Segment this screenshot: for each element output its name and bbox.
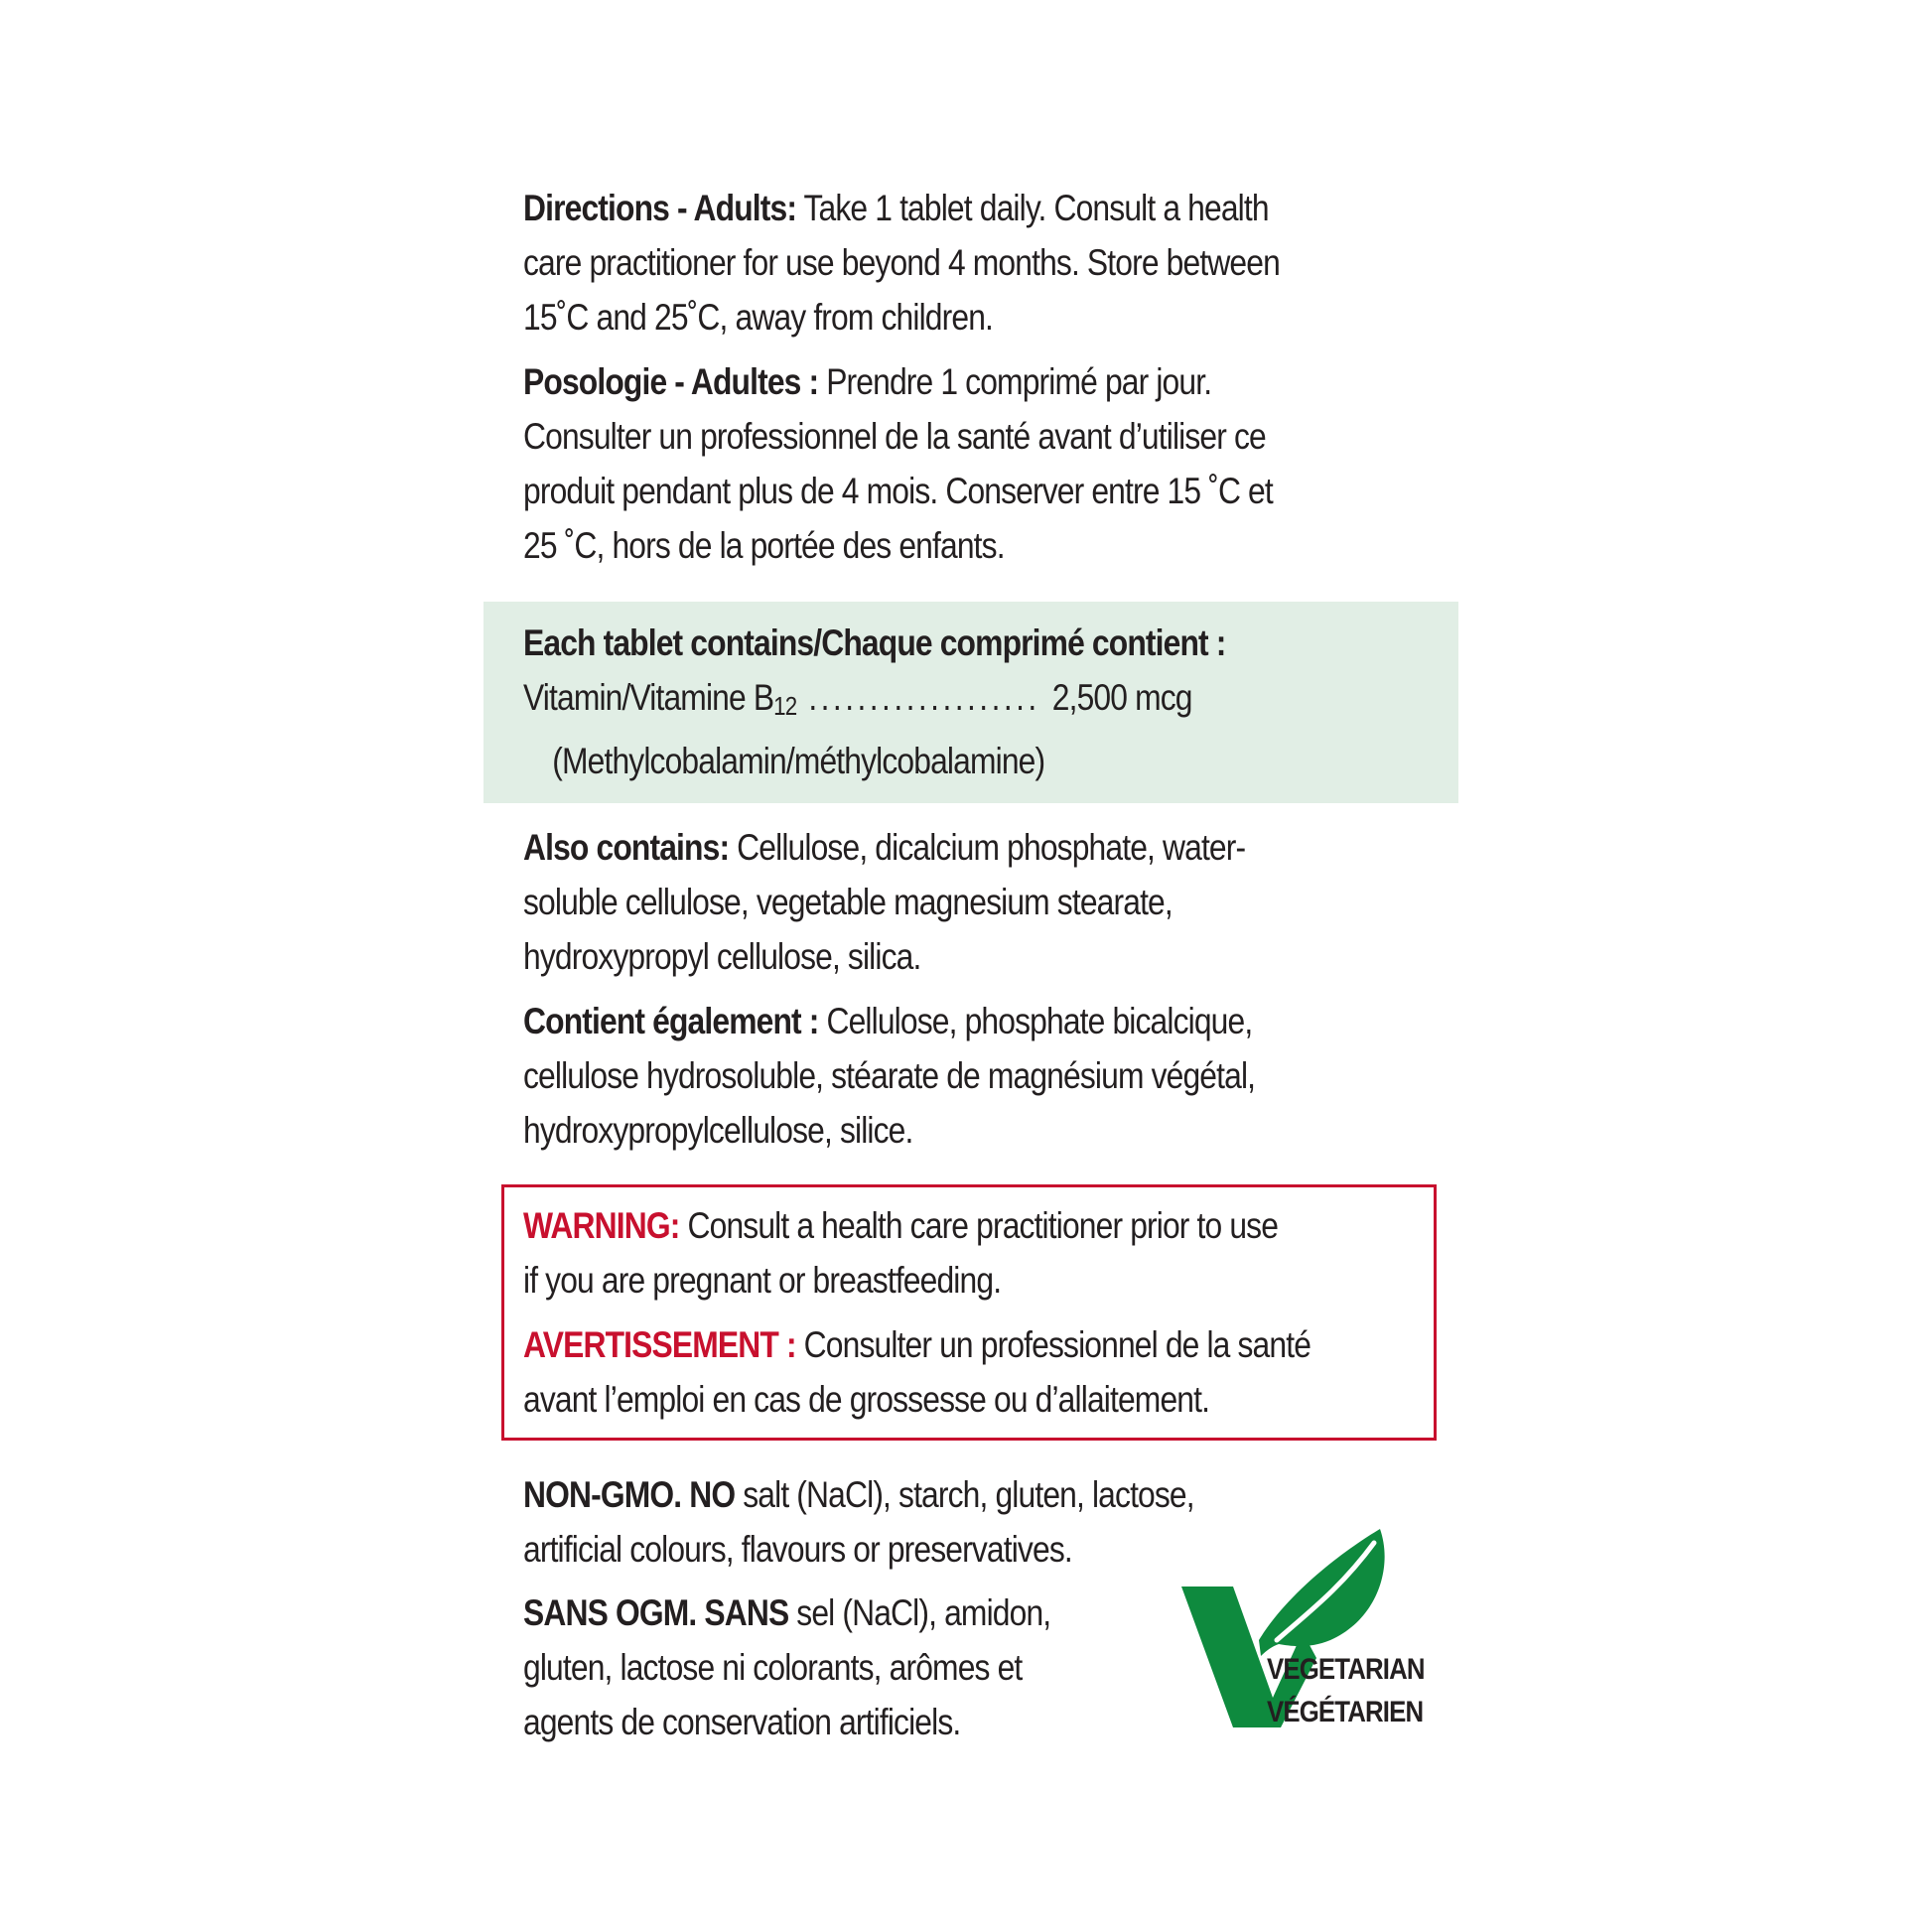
leader-dots: ................... [808, 677, 1040, 718]
also-english-line-1: Also contains: Cellulose, dicalcium phosphate, water- [523, 827, 1246, 868]
directions-english-heading: Directions - Adults: [523, 188, 797, 228]
also-english-line-3: hydroxypropyl cellulose, silica. [523, 936, 921, 977]
warning-french [523, 1317, 1311, 1427]
warning-english-line-1: WARNING: Consult a health care practitioner prior to use [523, 1205, 1279, 1246]
free-french-line-2: gluten, lactose ni colorants, arômes et [523, 1647, 1023, 1688]
directions-english [523, 181, 1280, 345]
free-from-english [523, 1467, 1194, 1577]
also-french-line-3: hydroxypropylcellulose, silice. [523, 1110, 913, 1151]
directions-english-line-1: Directions - Adults: Take 1 tablet daily. Consult a health [523, 188, 1269, 228]
free-french-line-1: SANS OGM. SANS sel (NaCl), amidon, [523, 1592, 1051, 1633]
ingredient-form: (Methylcobalamin/méthylcobalamine) [552, 741, 1045, 781]
directions-french-line-3: produit pendant plus de 4 mois. Conserver entre 15 ˚C et [523, 471, 1273, 511]
also-french-line-1: Contient également : Cellulose, phosphate bicalcique, [523, 1001, 1253, 1041]
non-medicinal-french [523, 994, 1255, 1158]
non-medicinal-english [523, 820, 1245, 984]
directions-french-heading: Posologie - Adultes : [523, 361, 819, 402]
warning-english-heading: WARNING: [523, 1205, 680, 1246]
ingredients-heading: Each tablet contains/Chaque comprimé contient : [523, 622, 1226, 663]
free-from-french [523, 1586, 1050, 1749]
warning-english [523, 1198, 1278, 1308]
also-english-line-2: soluble cellulose, vegetable magnesium stearate, [523, 882, 1173, 922]
directions-french [523, 354, 1273, 573]
also-french-heading: Contient également : [523, 1001, 819, 1041]
ingredient-amount: 2,500 mcg [1051, 677, 1192, 718]
warning-french-heading: AVERTISSEMENT : [523, 1324, 796, 1365]
medicinal-ingredients [523, 616, 1225, 788]
free-english-line-2: artificial colours, flavours or preservatives. [523, 1529, 1072, 1570]
ingredient-subscript: 12 [773, 691, 797, 721]
ingredient-name: Vitamin/Vitamine B [523, 677, 774, 718]
directions-english-line-2: care practitioner for use beyond 4 months. Store between [523, 242, 1280, 283]
warning-french-line-1: AVERTISSEMENT : Consulter un professionnel de la santé [523, 1324, 1311, 1365]
warning-english-line-2: if you are pregnant or breastfeeding. [523, 1260, 1002, 1301]
directions-french-line-2: Consulter un professionnel de la santé avant d’utiliser ce [523, 416, 1266, 457]
also-english-heading: Also contains: [523, 827, 730, 868]
vegetarian-english: VEGETARIAN [1267, 1653, 1425, 1686]
directions-french-line-4: 25 ˚C, hors de la portée des enfants. [523, 525, 1005, 566]
ingredient-row [523, 670, 1225, 734]
warning-french-line-2: avant l’emploi en cas de grossesse ou d’allaitement. [523, 1379, 1210, 1420]
free-english-line-1: NON-GMO. NO salt (NaCl), starch, gluten, lactose, [523, 1474, 1194, 1515]
free-french-heading: SANS OGM. SANS [523, 1592, 789, 1633]
directions-french-line-1: Posologie - Adultes : Prendre 1 comprimé par jour. [523, 361, 1212, 402]
also-french-line-2: cellulose hydrosoluble, stéarate de magnésium végétal, [523, 1055, 1256, 1096]
free-english-heading: NON-GMO. NO [523, 1474, 736, 1515]
free-french-line-3: agents de conservation artificiels. [523, 1702, 961, 1742]
directions-english-line-3: 15˚C and 25˚C, away from children. [523, 297, 994, 338]
vegetarian-french: VÉGÉTARIEN [1267, 1696, 1424, 1728]
